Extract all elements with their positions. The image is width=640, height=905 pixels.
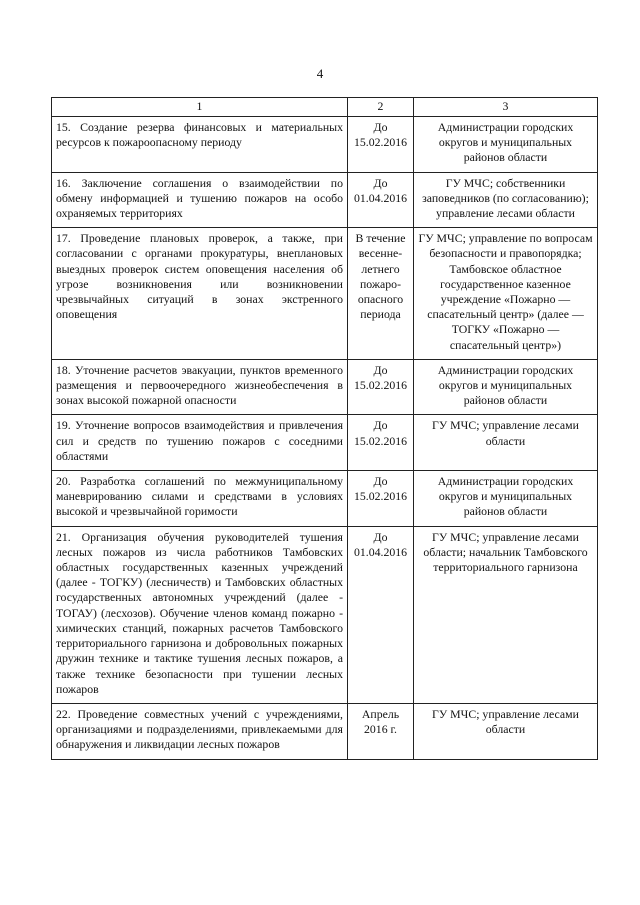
task-cell: 16. Заключение соглашения о взаимодействии по обмену информацией и тушению пожаров на особо охраняемых территориях [52, 172, 348, 228]
page-number: 4 [316, 66, 324, 81]
deadline-cell: В течение весенне-летнего пожаро-опасного периода [348, 228, 414, 360]
task-cell: 21. Организация обучения руководителей тушения лесных пожаров из числа работников Тамбовских областных государственных казенных учреждений (далее - ТОГКУ) (лесничеств) и Тамбовских областных государственных автономных учреждений (далее - ТОГАУ) (лесхозов). Обучение членов команд пожарно - химических станций, пожарных расчетов Тамбовского территориального гарнизона и добровольных пожарных дружин технике и тактике тушения лесных пожаров, а также технике безопасности при тушении лесных пожаров [52, 526, 348, 703]
table-header-row [52, 98, 598, 117]
responsible-cell: ГУ МЧС; управление лесами области [414, 703, 598, 759]
deadline-cell: До 15.02.2016 [348, 359, 414, 415]
responsible-cell: ГУ МЧС; управление по вопросам безопасности и правопорядка; Тамбовское областное государственное казенное учреждение «Пожарно — спасательный центр» (далее — ТОГКУ «Пожарно — спасательный центр») [414, 228, 598, 360]
table-row [52, 117, 598, 173]
responsible-cell: Администрации городских округов и муниципальных районов области [414, 471, 598, 527]
column-header-1: 1 [52, 98, 348, 117]
task-cell: 18. Уточнение расчетов эвакуации, пунктов временного размещения и первоочередного жизнеобеспечения в зонах высокой пожарной опасности [52, 359, 348, 415]
plan-table [51, 97, 598, 760]
table-row [52, 415, 598, 471]
task-cell: 19. Уточнение вопросов взаимодействия и привлечения сил и средств по тушению пожаров с соседними областями [52, 415, 348, 471]
column-header-3: 3 [414, 98, 598, 117]
column-header-2: 2 [348, 98, 414, 117]
task-cell: 20. Разработка соглашений по межмуниципальному маневрированию силами и средствами в условиях высокой и чрезвычайной горимости [52, 471, 348, 527]
responsible-cell: Администрации городских округов и муниципальных районов области [414, 117, 598, 173]
table-row [52, 172, 598, 228]
deadline-cell: До 01.04.2016 [348, 526, 414, 703]
responsible-cell: Администрации городских округов и муниципальных районов области [414, 359, 598, 415]
task-cell: 17. Проведение плановых проверок, а также, при согласовании с органами прокуратуры, внеплановых выездных проверок систем оповещения населения об угрозе возникновения или возникновении чрезвычайных ситуаций в зонах экстренного оповещения [52, 228, 348, 360]
deadline-cell: До 15.02.2016 [348, 471, 414, 527]
table-row [52, 526, 598, 703]
responsible-cell: ГУ МЧС; собственники заповедников (по согласованию); управление лесами области [414, 172, 598, 228]
table-row [52, 471, 598, 527]
responsible-cell: ГУ МЧС; управление лесами области [414, 415, 598, 471]
table-row [52, 703, 598, 759]
table-row [52, 228, 598, 360]
task-cell: 22. Проведение совместных учений с учреждениями, организациями и подразделениями, привлекаемыми для обнаружения и ликвидации лесных пожаров [52, 703, 348, 759]
deadline-cell: До 01.04.2016 [348, 172, 414, 228]
task-cell: 15. Создание резерва финансовых и материальных ресурсов к пожароопасному периоду [52, 117, 348, 173]
table-row [52, 359, 598, 415]
deadline-cell: До 15.02.2016 [348, 415, 414, 471]
deadline-cell: До 15.02.2016 [348, 117, 414, 173]
deadline-cell: Апрель 2016 г. [348, 703, 414, 759]
responsible-cell: ГУ МЧС; управление лесами области; начальник Тамбовского территориального гарнизона [414, 526, 598, 703]
